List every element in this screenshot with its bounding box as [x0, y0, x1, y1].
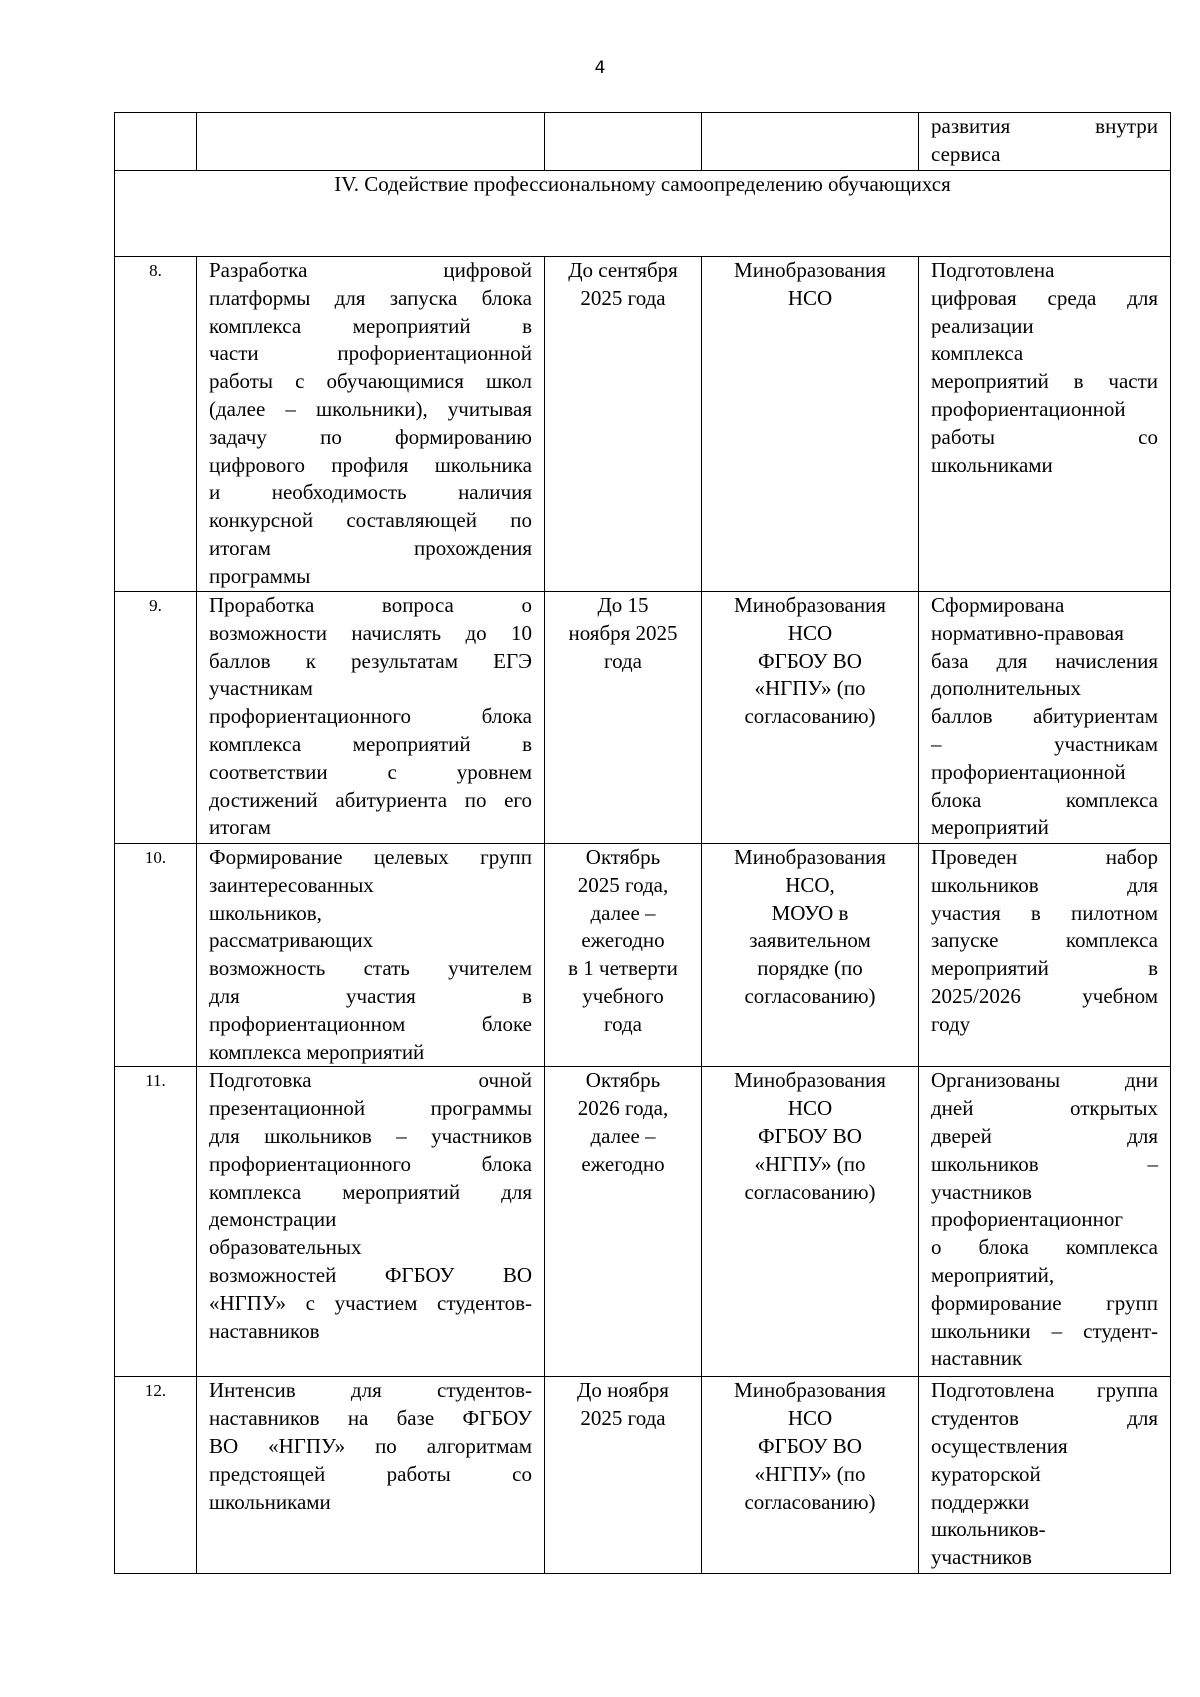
result-line: формирование групп	[931, 1290, 1158, 1315]
deadline-line: ноября 2025	[568, 620, 678, 645]
responsible-line: НСО	[787, 620, 833, 645]
activity-line: комплекса мероприятий	[209, 1039, 425, 1064]
result-line: цифровая среда для	[931, 285, 1158, 310]
activity-line: профориентационном блоке	[209, 1011, 532, 1036]
result-line: дней открытых	[931, 1096, 1158, 1121]
deadline-line: учебного	[582, 983, 664, 1008]
result-line: – участникам	[931, 731, 1158, 756]
result-line: Подготовлена группа	[931, 1378, 1158, 1403]
deadline-line: Октябрь	[585, 1068, 661, 1093]
deadline-cell	[545, 257, 702, 592]
activity-line: возможность стать учителем	[209, 956, 532, 981]
activity-line: предстоящей работы со	[209, 1461, 532, 1486]
responsible-line: «НГПУ» (по	[754, 1461, 866, 1486]
section-title: IV. Содействие профессиональному самоопределению обучающихся	[115, 171, 1171, 257]
responsible-line: ФГБОУ ВО	[758, 1433, 862, 1458]
activity-cell	[197, 257, 545, 592]
result-line: 2025/2026 учебном	[931, 983, 1158, 1008]
result-cell	[919, 844, 1171, 1067]
activity-line: комплекса мероприятий в	[209, 313, 532, 338]
deadline-cell	[545, 844, 702, 1067]
activity-line: заинтересованных	[209, 872, 374, 897]
activity-line: профориентационного блока	[209, 1151, 532, 1176]
activity-line: для участия в	[209, 983, 532, 1008]
activity-line: программы	[209, 563, 311, 588]
result-line: дверей для	[931, 1123, 1158, 1148]
result-line: работы со	[931, 424, 1158, 449]
result-line: Подготовлена	[931, 258, 1055, 282]
result-line: запуске комплекса	[931, 928, 1158, 953]
result-line: году	[931, 1011, 971, 1036]
activity-line: для школьников – участников	[209, 1123, 532, 1148]
result-line: участников	[931, 1179, 1032, 1204]
deadline-line: далее –	[590, 900, 656, 925]
deadline-line: До ноября	[577, 1378, 669, 1403]
row-number: 9.	[115, 592, 197, 844]
row-number: 11.	[115, 1067, 197, 1377]
activity-line: ВО «НГПУ» по алгоритмам	[209, 1433, 532, 1458]
activity-line: образовательных	[209, 1235, 362, 1260]
result-line: комплекса	[931, 341, 1024, 366]
result-line: школьниками	[931, 452, 1053, 477]
activity-line: школьниками	[209, 1489, 331, 1514]
activity-line: задачу по формированию	[209, 424, 532, 449]
activity-cell	[197, 1377, 545, 1574]
activity-line: «НГПУ» с участием студентов-	[209, 1290, 532, 1315]
responsible-line: «НГПУ» (по	[754, 676, 866, 701]
activity-line: комплекса мероприятий для	[209, 1179, 532, 1204]
responsible-line: МОУО в	[771, 900, 849, 925]
deadline-cell	[545, 592, 702, 844]
row-number: 12.	[115, 1377, 197, 1574]
result-cell	[919, 257, 1171, 592]
result-line: мероприятий в	[931, 956, 1158, 981]
activity-line: Формирование целевых групп	[209, 845, 532, 869]
result-line: Сформирована	[931, 593, 1065, 617]
responsible-line: заявительном	[749, 928, 871, 953]
result-cell	[919, 1377, 1171, 1574]
result-line: мероприятий	[931, 815, 1049, 840]
responsible-line: Минобразования	[734, 1378, 886, 1403]
activity-line: баллов к результатам ЕГЭ	[209, 648, 532, 673]
deadline-line: 2025 года	[580, 1406, 666, 1431]
result-line: школьников для	[931, 872, 1158, 897]
activity-cell	[197, 1067, 545, 1377]
responsible-line: согласованию)	[744, 983, 876, 1008]
result-line: участников	[931, 1545, 1032, 1570]
table-row	[115, 1377, 1171, 1574]
activity-line: достижений абитуриента по его	[209, 787, 532, 812]
activity-cell	[197, 113, 545, 171]
activity-plan-table	[114, 112, 1171, 1574]
table-row	[115, 844, 1171, 1067]
result-line: нормативно-правовая	[931, 620, 1124, 645]
activity-line: школьников,	[209, 900, 322, 925]
row-number: 8.	[115, 257, 197, 592]
result-line: профориентационног	[931, 1207, 1123, 1232]
activity-line: конкурсной составляющей по	[209, 508, 532, 533]
responsible-cell	[702, 257, 919, 592]
deadline-cell	[545, 1377, 702, 1574]
activity-line: участникам	[209, 676, 313, 701]
result-line: участия в пилотном	[931, 900, 1158, 925]
deadline-line: далее –	[590, 1123, 656, 1148]
result-line: мероприятий,	[931, 1262, 1055, 1287]
result-line: баллов абитуриентам	[931, 704, 1158, 729]
responsible-line: НСО	[787, 1096, 833, 1121]
row-number: 10.	[115, 844, 197, 1067]
activity-line: презентационной программы	[209, 1096, 532, 1121]
activity-line: части профориентационной	[209, 341, 532, 366]
result-cell	[919, 1067, 1171, 1377]
activity-line: соответствии с уровнем	[209, 759, 532, 784]
responsible-cell	[702, 844, 919, 1067]
responsible-line: НСО	[787, 285, 833, 310]
page-number: 4	[594, 58, 606, 78]
responsible-line: порядке (по	[757, 956, 863, 981]
activity-line: Разработка цифровой	[209, 258, 532, 282]
result-line: наставник	[931, 1346, 1023, 1371]
result-line: школьников –	[931, 1151, 1158, 1176]
activity-line: профориентационного блока	[209, 704, 532, 729]
deadline-line: ежегодно	[581, 1151, 665, 1176]
activity-cell	[197, 592, 545, 844]
result-line: сервиса	[931, 141, 1001, 166]
activity-line: цифрового профиля школьника	[209, 452, 532, 477]
result-cell	[919, 113, 1171, 171]
activity-line: Интенсив для студентов-	[209, 1378, 532, 1403]
deadline-line: в 1 четверти	[568, 956, 678, 981]
responsible-line: НСО,	[785, 872, 835, 897]
deadline-line: 2025 года	[580, 285, 666, 310]
result-cell	[919, 592, 1171, 844]
result-line: профориентационной	[931, 759, 1126, 784]
activity-line: Подготовка очной	[209, 1068, 532, 1093]
result-line: осуществления	[931, 1433, 1068, 1458]
activity-line: комплекса мероприятий в	[209, 731, 532, 756]
result-line: дополнительных	[931, 676, 1082, 701]
responsible-line: Минобразования	[734, 258, 886, 282]
activity-line: (далее – школьники), учитывая	[209, 396, 532, 421]
deadline-line: До сентября	[568, 258, 678, 282]
responsible-line: Минобразования	[734, 845, 886, 869]
result-line: Организованы дни	[931, 1068, 1158, 1093]
result-line: профориентационной	[931, 396, 1126, 421]
activity-line: рассматривающих	[209, 928, 374, 953]
deadline-line: года	[604, 648, 642, 673]
deadline-line: 2026 года,	[577, 1096, 669, 1121]
activity-line: демонстрации	[209, 1207, 337, 1232]
activity-line: Проработка вопроса о	[209, 593, 532, 617]
responsible-line: Минобразования	[734, 593, 886, 617]
activity-line: возможностей ФГБОУ ВО	[209, 1262, 532, 1287]
deadline-line: ежегодно	[581, 928, 665, 953]
result-line: Проведен набор	[931, 845, 1158, 869]
section-heading-row	[115, 171, 1171, 257]
responsible-line: Минобразования	[734, 1068, 886, 1093]
result-line: развития внутри	[931, 114, 1158, 138]
table-row	[115, 592, 1171, 844]
deadline-line: года	[604, 1011, 642, 1036]
activity-line: наставников на базе ФГБОУ	[209, 1406, 532, 1431]
activity-line: работы с обучающимися школ	[209, 369, 532, 394]
result-line: о блока комплекса	[931, 1235, 1158, 1260]
activity-line: итогам	[209, 815, 271, 840]
responsible-line: НСО	[787, 1406, 833, 1431]
result-line: школьники – студент-	[931, 1318, 1158, 1343]
responsible-line: ФГБОУ ВО	[758, 648, 862, 673]
responsible-line: согласованию)	[744, 704, 876, 729]
responsible-line: согласованию)	[744, 1489, 876, 1514]
result-line: база для начисления	[931, 648, 1158, 673]
table-row-continued	[115, 113, 1171, 171]
responsible-cell	[702, 113, 919, 171]
activity-line: и необходимость наличия	[209, 480, 532, 505]
responsible-cell	[702, 592, 919, 844]
responsible-line: ФГБОУ ВО	[758, 1123, 862, 1148]
result-line: школьников-	[931, 1517, 1046, 1542]
activity-line: платформы для запуска блока	[209, 285, 532, 310]
result-line: мероприятий в части	[931, 369, 1158, 394]
deadline-line: До 15	[597, 593, 649, 617]
responsible-line: «НГПУ» (по	[754, 1151, 866, 1176]
deadline-cell	[545, 113, 702, 171]
result-line: студентов для	[931, 1406, 1158, 1431]
activity-cell	[197, 844, 545, 1067]
responsible-line: согласованию)	[744, 1179, 876, 1204]
result-line: блока комплекса	[931, 787, 1158, 812]
deadline-line: Октябрь	[585, 845, 661, 869]
responsible-cell	[702, 1377, 919, 1574]
deadline-line: 2025 года,	[577, 872, 669, 897]
activity-line: возможности начислять до 10	[209, 620, 532, 645]
activity-line: итогам прохождения	[209, 535, 532, 560]
result-line: реализации	[931, 313, 1034, 338]
result-line: поддержки	[931, 1489, 1030, 1514]
result-line: кураторской	[931, 1461, 1041, 1486]
deadline-cell	[545, 1067, 702, 1377]
responsible-cell	[702, 1067, 919, 1377]
table-row	[115, 1067, 1171, 1377]
activity-line: наставников	[209, 1318, 320, 1343]
number-cell	[115, 113, 197, 171]
table-row	[115, 257, 1171, 592]
